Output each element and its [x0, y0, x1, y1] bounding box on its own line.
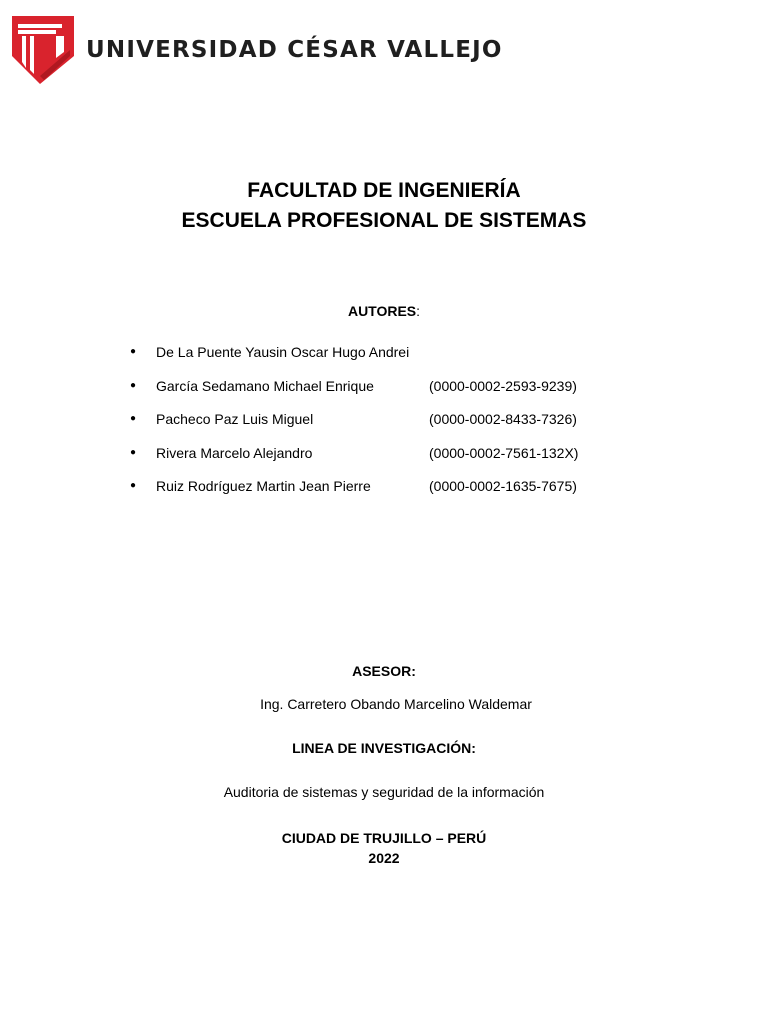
research-line-heading: LINEA DE INVESTIGACIÓN: [292, 740, 476, 756]
authors-label-colon: : [416, 303, 421, 319]
research-line-value: Auditoria de sistemas y seguridad de la información [223, 784, 545, 800]
author-name: Rivera Marcelo Alejandro [156, 444, 313, 461]
author-name: Pacheco Paz Luis Miguel [156, 411, 314, 428]
bullet-icon: ● [130, 379, 137, 391]
school-name: ESCUELA PROFESIONAL DE SISTEMAS [181, 209, 587, 232]
author-orcid: (0000-0002-7561-132X) [429, 444, 579, 461]
author-orcid: (0000-0002-8433-7326) [429, 411, 577, 428]
bullet-icon: ● [130, 413, 137, 425]
document-title [0, 176, 768, 236]
list-item [130, 443, 578, 477]
author-name: García Sedamano Michael Enrique [156, 377, 374, 394]
author-name: De La Puente Yausin Oscar Hugo Andrei [156, 344, 410, 360]
faculty-name: FACULTAD DE INGENIERÍA [247, 179, 521, 202]
footer-location [0, 828, 768, 868]
ucv-shield-icon [12, 16, 74, 84]
author-name: Ruiz Rodríguez Martin Jean Pierre [156, 478, 371, 495]
authors-heading [0, 303, 768, 319]
university-name: UNIVERSIDAD CÉSAR VALLEJO [86, 37, 503, 63]
bullet-icon: ● [130, 346, 137, 357]
bullet-icon: ● [130, 480, 137, 492]
author-orcid: (0000-0002-1635-7675) [429, 478, 577, 495]
authors-list [130, 342, 578, 510]
author-orcid: (0000-0002-2593-9239) [429, 377, 577, 394]
university-logo [12, 16, 503, 84]
city-country: CIUDAD DE TRUJILLO – PERÚ [281, 830, 487, 846]
authors-label: AUTORES [347, 303, 417, 319]
advisor-heading: ASESOR: [352, 663, 416, 679]
year: 2022 [368, 850, 400, 866]
list-item [130, 476, 578, 510]
advisor-name: Ing. Carretero Obando Marcelino Waldemar [260, 696, 532, 712]
list-item [130, 409, 578, 443]
list-item [130, 376, 578, 410]
bullet-icon: ● [130, 446, 137, 458]
list-item [130, 342, 578, 376]
